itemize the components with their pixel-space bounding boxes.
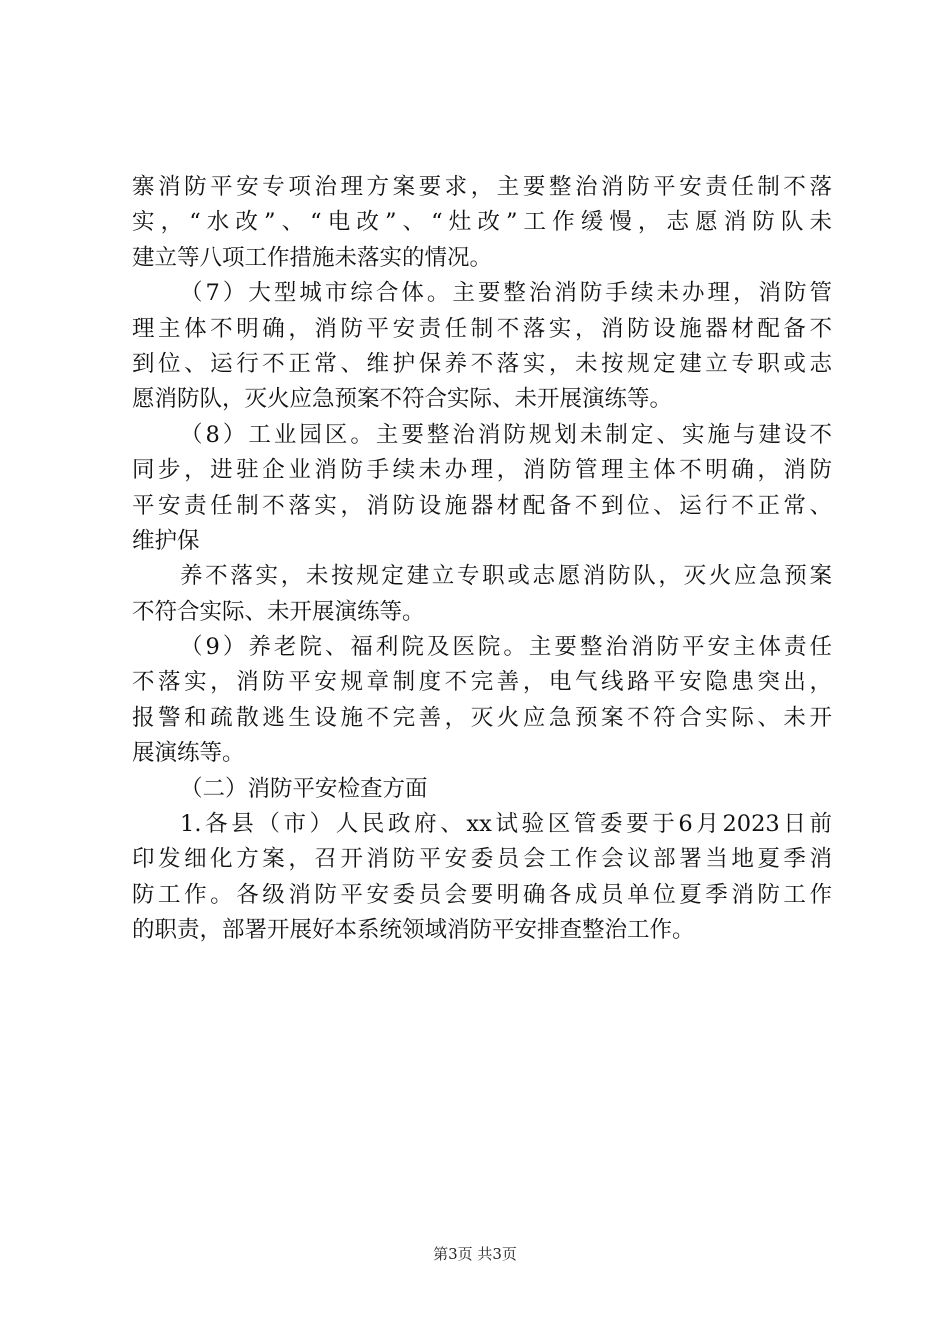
text-line: 理主体不明确，消防平安责任制不落实，消防设施器材配备不 [132,315,832,342]
text-line: 维护保 [132,527,200,554]
text-line: 愿消防队，灭火应急预案不符合实际、未开展演练等。 [132,386,673,413]
text-line: 的职责，部署开展好本系统领域消防平安排查整治工作。 [132,917,695,944]
text-line: 到位、运行不正常、维护保养不落实，未按规定建立专职或志 [132,350,832,377]
text-line: （8）工业园区。主要整治消防规划未制定、实施与建设不 [180,421,832,448]
text-line: 印发细化方案，召开消防平安委员会工作会议部署当地夏季消 [132,846,832,873]
body-text [132,170,832,949]
text-line: 同步，进驻企业消防手续未办理，消防管理主体不明确，消防 [132,457,832,484]
text-line: 不落实，消防平安规章制度不完善，电气线路平安隐患突出， [132,669,832,696]
text-line: 平安责任制不落实，消防设施器材配备不到位、运行不正常、 [132,492,832,519]
text-line: 建立等八项工作措施未落实的情况。 [132,244,493,271]
text-line: 报警和疏散逃生设施不完善，灭火应急预案不符合实际、未开 [132,704,832,731]
text-line: 寨消防平安专项治理方案要求，主要整治消防平安责任制不落 [132,174,832,200]
text-line: 展演练等。 [132,740,245,767]
text-line: 养不落实，未按规定建立专职或志愿消防队，灭火应急预案 [180,563,832,590]
text-line: （7）大型城市综合体。主要整治消防手续未办理，消防管 [180,280,832,307]
text-line: 1.各县（市）人民政府、xx试验区管委要于6月2023日前 [180,811,832,838]
text-line: 不符合实际、未开展演练等。 [132,598,425,625]
text-line: （二）消防平安检查方面 [180,775,428,802]
page-footer: 第3页 共3页 [433,1245,517,1263]
text-line: 防工作。各级消防平安委员会要明确各成员单位夏季消防工作 [132,881,832,908]
text-line: 实，“水改”、“电改”、“灶改”工作缓慢，志愿消防队未 [132,209,832,236]
text-line: （9）养老院、福利院及医院。主要整治消防平安主体责任 [180,634,832,661]
